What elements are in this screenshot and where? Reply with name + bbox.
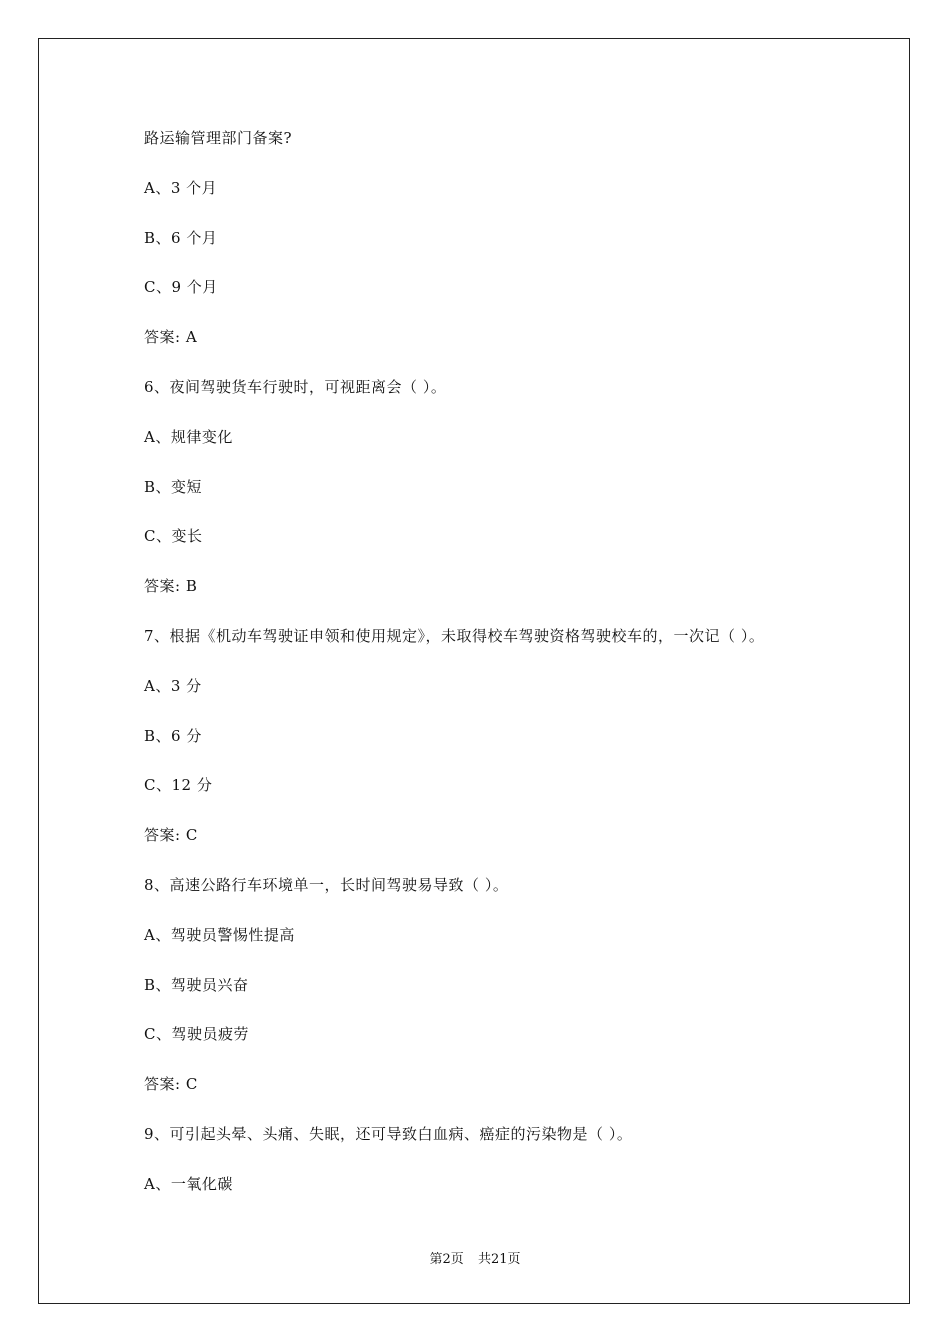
answer: 答案: C [144,1075,198,1094]
answer: 答案: A [144,328,198,347]
option-a: A、规律变化 [144,427,233,446]
option-c: C、驾驶员疲劳 [144,1025,249,1044]
question-continuation: 路运输管理部门备案? [144,129,293,147]
document-body [144,126,844,1222]
page-footer [0,1248,950,1267]
option-b: B、驾驶员兴奋 [144,975,249,994]
question-7: 7、根据《机动车驾驶证申领和使用规定》，未取得校车驾驶资格驾驶校车的，一次记（ ）。 [144,626,765,645]
option-a: A、驾驶员警惕性提高 [144,925,295,944]
option-c: C、变长 [144,527,203,546]
option-a: A、一氧化碳 [144,1174,233,1193]
option-a: A、3 个月 [144,178,218,197]
page-number: 第2页 [429,1252,464,1267]
option-c: C、9 个月 [144,278,218,297]
option-a: A、3 分 [144,676,202,695]
question-9: 9、可引起头晕、头痛、失眠，还可导致白血病、癌症的污染物是（ ）。 [144,1124,633,1143]
total-pages: 共21页 [477,1252,521,1267]
question-6: 6、夜间驾驶货车行驶时，可视距离会（ ）。 [144,377,447,396]
option-b: B、变短 [144,477,203,496]
option-b: B、6 分 [144,726,202,745]
answer: 答案: B [144,577,198,596]
answer: 答案: C [144,826,198,845]
question-8: 8、高速公路行车环境单一，长时间驾驶易导致（ ）。 [144,875,509,894]
option-b: B、6 个月 [144,228,218,247]
option-c: C、12 分 [144,776,213,795]
